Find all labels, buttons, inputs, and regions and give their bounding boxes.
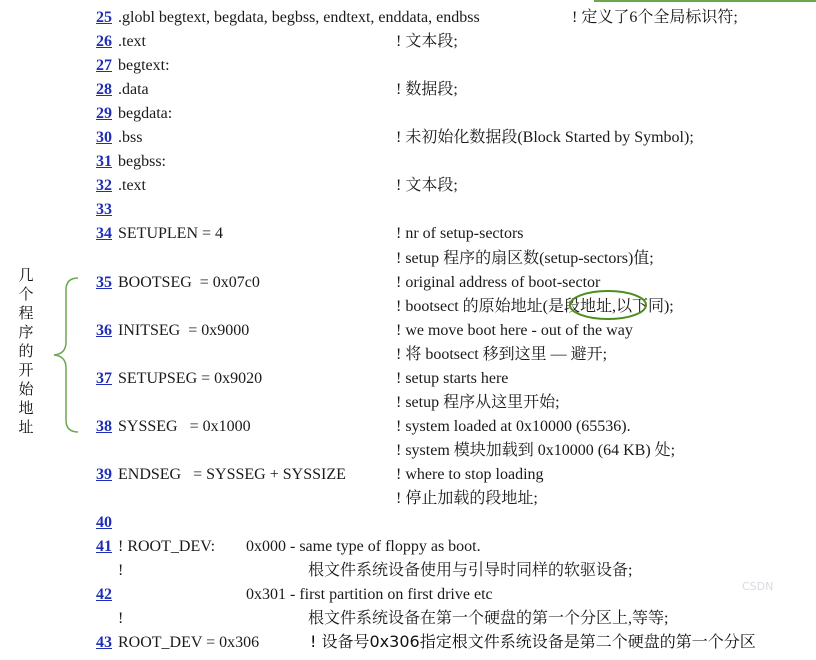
line-number[interactable]: 42 — [96, 586, 112, 603]
code-text: .globl begtext, begdata, begbss, endtext, enddata, endbss — [118, 9, 480, 26]
line-number[interactable]: 26 — [96, 33, 112, 50]
code-line — [96, 631, 259, 655]
code-comment: ! 未初始化数据段(Block Started by Symbol); — [396, 129, 694, 146]
root-dev-41-comment: 根文件系统设备使用与引导时同样的软驱设备; — [308, 562, 633, 579]
code-text: INITSEG = 0x9000 — [118, 322, 250, 339]
code-comment: ! setup 程序从这里开始; — [396, 394, 560, 411]
line-number[interactable]: 36 — [96, 322, 112, 339]
code-line — [96, 102, 172, 126]
code-text: .bss — [118, 129, 143, 146]
code-line — [96, 607, 123, 631]
line-number[interactable]: 41 — [96, 538, 112, 555]
line-number[interactable]: 39 — [96, 466, 112, 483]
line-number[interactable]: 25 — [96, 9, 112, 26]
code-comment: ! where to stop loading — [396, 466, 544, 483]
bracket-brace — [50, 276, 80, 434]
line-number[interactable]: 35 — [96, 274, 112, 291]
root-dev-42-value: 0x301 - first partition on first drive etc — [246, 586, 493, 603]
code-comment: ! 将 bootsect 移到这里 — 避开; — [396, 346, 608, 363]
code-line — [96, 6, 480, 30]
code-text: ENDSEG = SYSSEG + SYSSIZE — [118, 466, 346, 483]
code-text: ! ROOT_DEV: — [118, 538, 216, 555]
code-comment: ! 数据段; — [396, 81, 458, 98]
code-text: SETUPLEN = 4 — [118, 225, 224, 242]
code-line — [96, 343, 118, 367]
code-text: ! — [118, 610, 124, 627]
line-number[interactable]: 32 — [96, 177, 112, 194]
code-text: begbss: — [118, 153, 166, 170]
sidebar-label: 几 个 程 序 的 开 始 地 址 — [18, 266, 34, 436]
code-line — [96, 487, 118, 511]
code-line — [96, 511, 118, 535]
code-comment: ! setup starts here — [396, 370, 509, 387]
code-comment: ! 停止加载的段地址; — [396, 490, 538, 507]
code-line — [96, 222, 223, 246]
code-comment: ! nr of setup-sectors — [396, 225, 524, 242]
line-number[interactable]: 27 — [96, 57, 112, 74]
root-dev-41-value: 0x000 - same type of floppy as boot. — [246, 538, 481, 555]
line-number[interactable]: 30 — [96, 129, 112, 146]
code-comment: ! system loaded at 0x10000 (65536). — [396, 418, 631, 435]
code-line — [96, 535, 215, 559]
code-comment: ! original address of boot-sector — [396, 274, 601, 291]
code-text: .text — [118, 33, 146, 50]
code-line — [96, 439, 118, 463]
code-comment: ! system 模块加载到 0x10000 (64 KB) 处; — [396, 442, 676, 459]
code-text: .data — [118, 81, 149, 98]
line-number[interactable]: 34 — [96, 225, 112, 242]
code-line — [96, 198, 118, 222]
code-line — [96, 367, 262, 391]
line-number[interactable]: 28 — [96, 81, 112, 98]
code-comment: ! bootsect 的原始地址(是段地址,以下同); — [396, 298, 674, 315]
code-text: ROOT_DEV = 0x306 — [118, 634, 260, 651]
code-text: SETUPSEG = 0x9020 — [118, 370, 263, 387]
bottom-note: ! 设备号0x306指定根文件系统设备是第二个硬盘的第一个分区 — [310, 632, 756, 651]
code-comment: ! 文本段; — [396, 33, 458, 50]
code-line — [96, 78, 149, 102]
line-number[interactable]: 37 — [96, 370, 112, 387]
code-line — [96, 559, 123, 583]
code-line — [96, 319, 249, 343]
line-number[interactable]: 38 — [96, 418, 112, 435]
code-comment: ! we move boot here - out of the way — [396, 322, 633, 339]
code-line — [96, 30, 146, 54]
code-text: SYSSEG = 0x1000 — [118, 418, 251, 435]
code-text: BOOTSEG = 0x07c0 — [118, 274, 260, 291]
code-text: .text — [118, 177, 146, 194]
code-line — [96, 150, 166, 174]
highlight-ellipse — [568, 289, 648, 321]
line-number[interactable]: 33 — [96, 201, 112, 218]
code-line — [96, 271, 260, 295]
line-number[interactable]: 29 — [96, 105, 112, 122]
code-text: begdata: — [118, 105, 173, 122]
code-line — [96, 391, 118, 415]
line-number[interactable]: 40 — [96, 514, 112, 531]
watermark: CSDN — [742, 580, 774, 593]
code-comment: ! setup 程序的扇区数(setup-sectors)值; — [396, 250, 654, 267]
code-line — [96, 174, 146, 198]
line-number[interactable]: 43 — [96, 634, 112, 651]
code-text: ! — [118, 562, 124, 579]
code-line — [96, 247, 118, 271]
code-line — [96, 415, 251, 439]
code-line — [96, 463, 346, 487]
code-line — [96, 295, 118, 319]
code-comment: ! 定义了6个全局标识符; — [572, 9, 738, 26]
code-line — [96, 583, 118, 607]
top-divider — [594, 0, 816, 2]
code-line — [96, 126, 142, 150]
code-line — [96, 54, 170, 78]
code-comment: ! 文本段; — [396, 177, 458, 194]
line-number[interactable]: 31 — [96, 153, 112, 170]
root-dev-42-comment: 根文件系统设备在第一个硬盘的第一个分区上,等等; — [308, 610, 669, 627]
code-text: begtext: — [118, 57, 170, 74]
